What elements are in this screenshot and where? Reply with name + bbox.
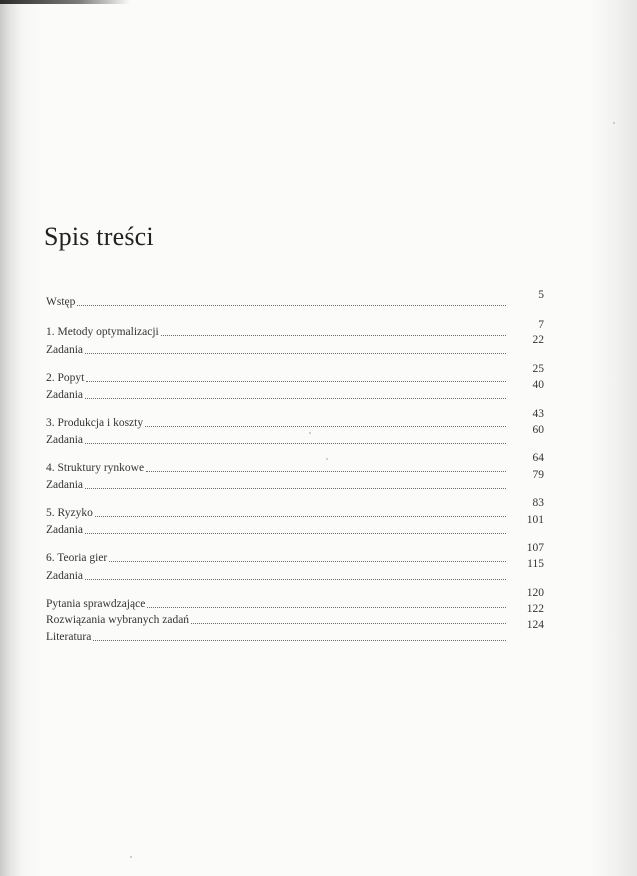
paper-speck [326,458,328,460]
toc-leader-dots [161,334,506,336]
toc-entry [46,549,506,565]
toc-leader-dots [95,515,506,517]
toc-entry-page: 115 [527,558,544,570]
toc-entry-label: 4. Struktury rynkowe [46,462,145,474]
toc-entry-label: 3. Produkcja i koszty [46,417,144,429]
toc-entry-page: 40 [532,379,544,391]
paper-speck [130,856,132,858]
toc-entry-label: 6. Teoria gier [46,552,108,564]
toc-entry-label: Rozwiązania wybranych zadań [46,614,190,626]
toc-entry [46,611,506,627]
toc-entry [46,628,506,644]
toc-leader-dots [146,470,506,472]
paper-speck [613,122,615,124]
toc-entry-label: Zadania [46,434,84,446]
toc-entry-label: Zadania [46,344,84,356]
toc-entry-label: Pytania sprawdzające [46,598,146,610]
toc-entry [46,369,506,385]
toc-entry [46,431,506,447]
toc-entry-label: Wstęp [46,296,76,308]
toc-entry-page: 83 [532,497,544,509]
toc-entry-page: 25 [532,363,544,375]
toc-entry-page: 79 [532,469,544,481]
toc-entry [46,459,506,475]
toc-entry-label: Zadania [46,570,84,582]
toc-entry-page: 107 [526,542,544,554]
toc-leader-dots [85,532,506,534]
toc-leader-dots [109,560,506,562]
toc-entry-page: 64 [532,452,544,464]
toc-entry [46,595,506,611]
toc-leader-dots [147,606,506,608]
toc-entry-page: 120 [526,587,544,599]
toc-entry-label: Zadania [46,479,84,491]
toc-leader-dots [85,442,506,444]
toc-leader-dots [85,352,506,354]
toc-entry-page: 5 [538,289,544,301]
toc-entry-label: Zadania [46,524,84,536]
toc-leader-dots [86,380,506,382]
toc-entry-page: 60 [532,424,544,436]
toc-entry [46,414,506,430]
scan-edge-shadow [0,0,130,4]
toc-entry-label: Zadania [46,389,84,401]
toc-entry [46,567,506,583]
toc-entry-page: 122 [526,603,544,615]
paper-speck [309,432,311,434]
toc-leader-dots [93,639,506,641]
toc-entry [46,293,506,309]
toc-entry-page: 43 [532,408,544,420]
toc-entry-page: 101 [526,514,544,526]
toc-entry-label: 1. Metody optymalizacji [46,326,159,338]
toc-entry-page: 7 [538,319,544,331]
toc-entry [46,341,506,357]
toc-leader-dots [77,304,506,306]
toc-leader-dots [85,397,506,399]
toc-entry-label: 2. Popyt [46,372,85,384]
page-title: Spis treści [44,222,154,251]
toc-entry-page: 22 [532,334,544,346]
toc-leader-dots [85,578,506,580]
toc-entry [46,386,506,402]
toc-leader-dots [85,487,506,489]
toc-leader-dots [191,622,506,624]
toc-entry [46,476,506,492]
toc-entry-label: Literatura [46,631,92,643]
toc-entry [46,521,506,537]
toc-entry [46,504,506,520]
toc-leader-dots [145,425,506,427]
toc-entry-page: 124 [526,619,544,631]
toc-entry [46,323,506,339]
toc-entry-label: 5. Ryzyko [46,507,93,519]
